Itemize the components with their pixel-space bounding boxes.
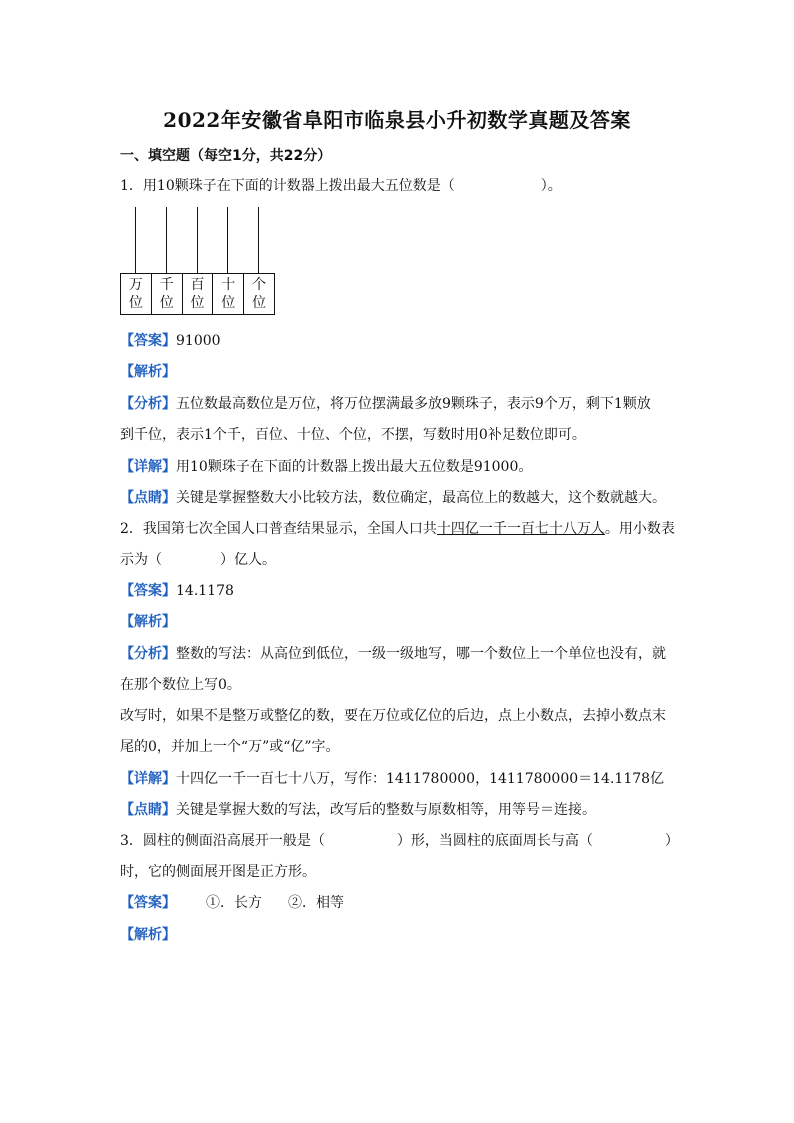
q1-analysis-text1: 五位数最高数位是万位，将万位摆满最多放9颗珠子，表示9个万，剩下1颗放 [176,396,651,412]
abacus-rod-shi [227,207,228,273]
q2-underlined-number: 十四亿一千一百七十八万人 [436,521,605,537]
abacus-cell-qian: 千 位 [152,274,183,314]
q2-analysis-text1: 整数的写法：从高位到低位，一级一级地写，哪一个数位上一个单位也没有，就 [176,646,666,662]
q3-stem-line1 [120,831,679,851]
answer-tag: 【答案】 [120,583,176,599]
q2-point-text: 关键是掌握大数的写法，改写后的整数与原数相等，用等号＝连接。 [176,802,596,818]
xiangjie-tag: 【详解】 [120,459,176,475]
q1-analysis-line2: 到千位，表示1个千，百位、十位、个位，不摆，写数时用0补足数位即可。 [120,427,586,443]
q3-stem-end: ） [664,833,679,849]
dianjing-tag: 【点睛】 [120,802,176,818]
abacus-cell-ge: 个 位 [252,277,267,311]
q2-detail [120,769,664,789]
jiexi-tag: 【解析】 [120,364,176,380]
q3-stem-mid: ）形，当圆柱的底面周长与高（ [396,833,593,849]
q2-analysis-line4: 尾的0，并加上一个“万”或“亿”字。 [120,739,340,755]
q2-detail-text: 十四亿一千一百七十八万，写作：1411780000，1411780000＝14.1178亿 [176,771,665,787]
dianjing-tag: 【点睛】 [120,490,176,506]
q1-answer-value: 91000 [176,333,221,349]
q2-answer [120,581,234,601]
q1-stem [120,176,562,196]
abacus-rod-wan [135,207,136,273]
q2-jiexi [120,612,176,632]
q2-point [120,800,596,820]
q2-stem-line1 [120,519,675,539]
answer-tag: 【答案】 [120,333,176,349]
abacus-rod-qian [166,207,167,273]
q2-analysis-line2: 在那个数位上写0。 [120,677,241,693]
q2-stem-line2 [120,550,276,570]
q1-answer [120,331,221,351]
page-title: 2022年安徽省阜阳市临泉县小升初数学真题及答案 [163,108,631,132]
q2-answer-value: 14.1178 [176,583,234,599]
q1-jiexi [120,362,176,382]
abacus-cell-wan: 万 位 [121,274,152,314]
jiexi-tag: 【解析】 [120,614,176,630]
q3-stem-line2: 时，它的侧面展开图是正方形。 [120,864,316,880]
q1-detail-text: 用10颗珠子在下面的计数器上拨出最大五位数是91000。 [176,459,533,475]
q1-detail [120,457,532,477]
q3-answer [120,893,344,913]
q3-jiexi [120,925,176,945]
abacus-rod-ge [258,207,259,273]
abacus-rod-bai [197,207,198,273]
q3-stem-text: 3．圆柱的侧面沿高展开一般是（ [120,833,325,849]
q1-point-text: 关键是掌握整数大小比较方法，数位确定，最高位上的数越大，这个数就越大。 [176,490,666,506]
abacus-cell-shi: 十 位 [213,274,244,314]
q2-analysis-line3: 改写时，如果不是整万或整亿的数，要在万位或亿位的后边，点上小数点，去掉小数点末 [120,708,666,724]
q1-stem-text: 1．用10颗珠子在下面的计数器上拨出最大五位数是（ [120,178,455,194]
q2-stem-l2-start: 示为（ [120,552,162,568]
jiexi-tag: 【解析】 [120,927,176,943]
q2-stem-end: 。用小数表 [604,521,675,537]
abacus-label-row [120,273,275,315]
q3-answer-2: ②．相等 [288,895,344,911]
answer-tag: 【答案】 [120,895,176,911]
q2-stem-text: 2．我国第七次全国人口普查结果显示，全国人口共 [120,521,437,537]
abacus-cell-bai: 百 位 [183,274,214,314]
q2-analysis-line1 [120,644,666,664]
fenxi-tag: 【分析】 [120,646,176,662]
q1-analysis-line1 [120,394,651,414]
q1-point [120,488,666,508]
xiangjie-tag: 【详解】 [120,771,176,787]
fenxi-tag: 【分析】 [120,396,176,412]
q1-stem-end: ）。 [540,178,562,194]
abacus-diagram [120,207,275,315]
q3-answer-1: ①．长方 [206,895,262,911]
section-heading: 一、填空题（每空1分，共22分） [120,148,332,164]
q2-stem-l2-end: ）亿人。 [220,552,276,568]
